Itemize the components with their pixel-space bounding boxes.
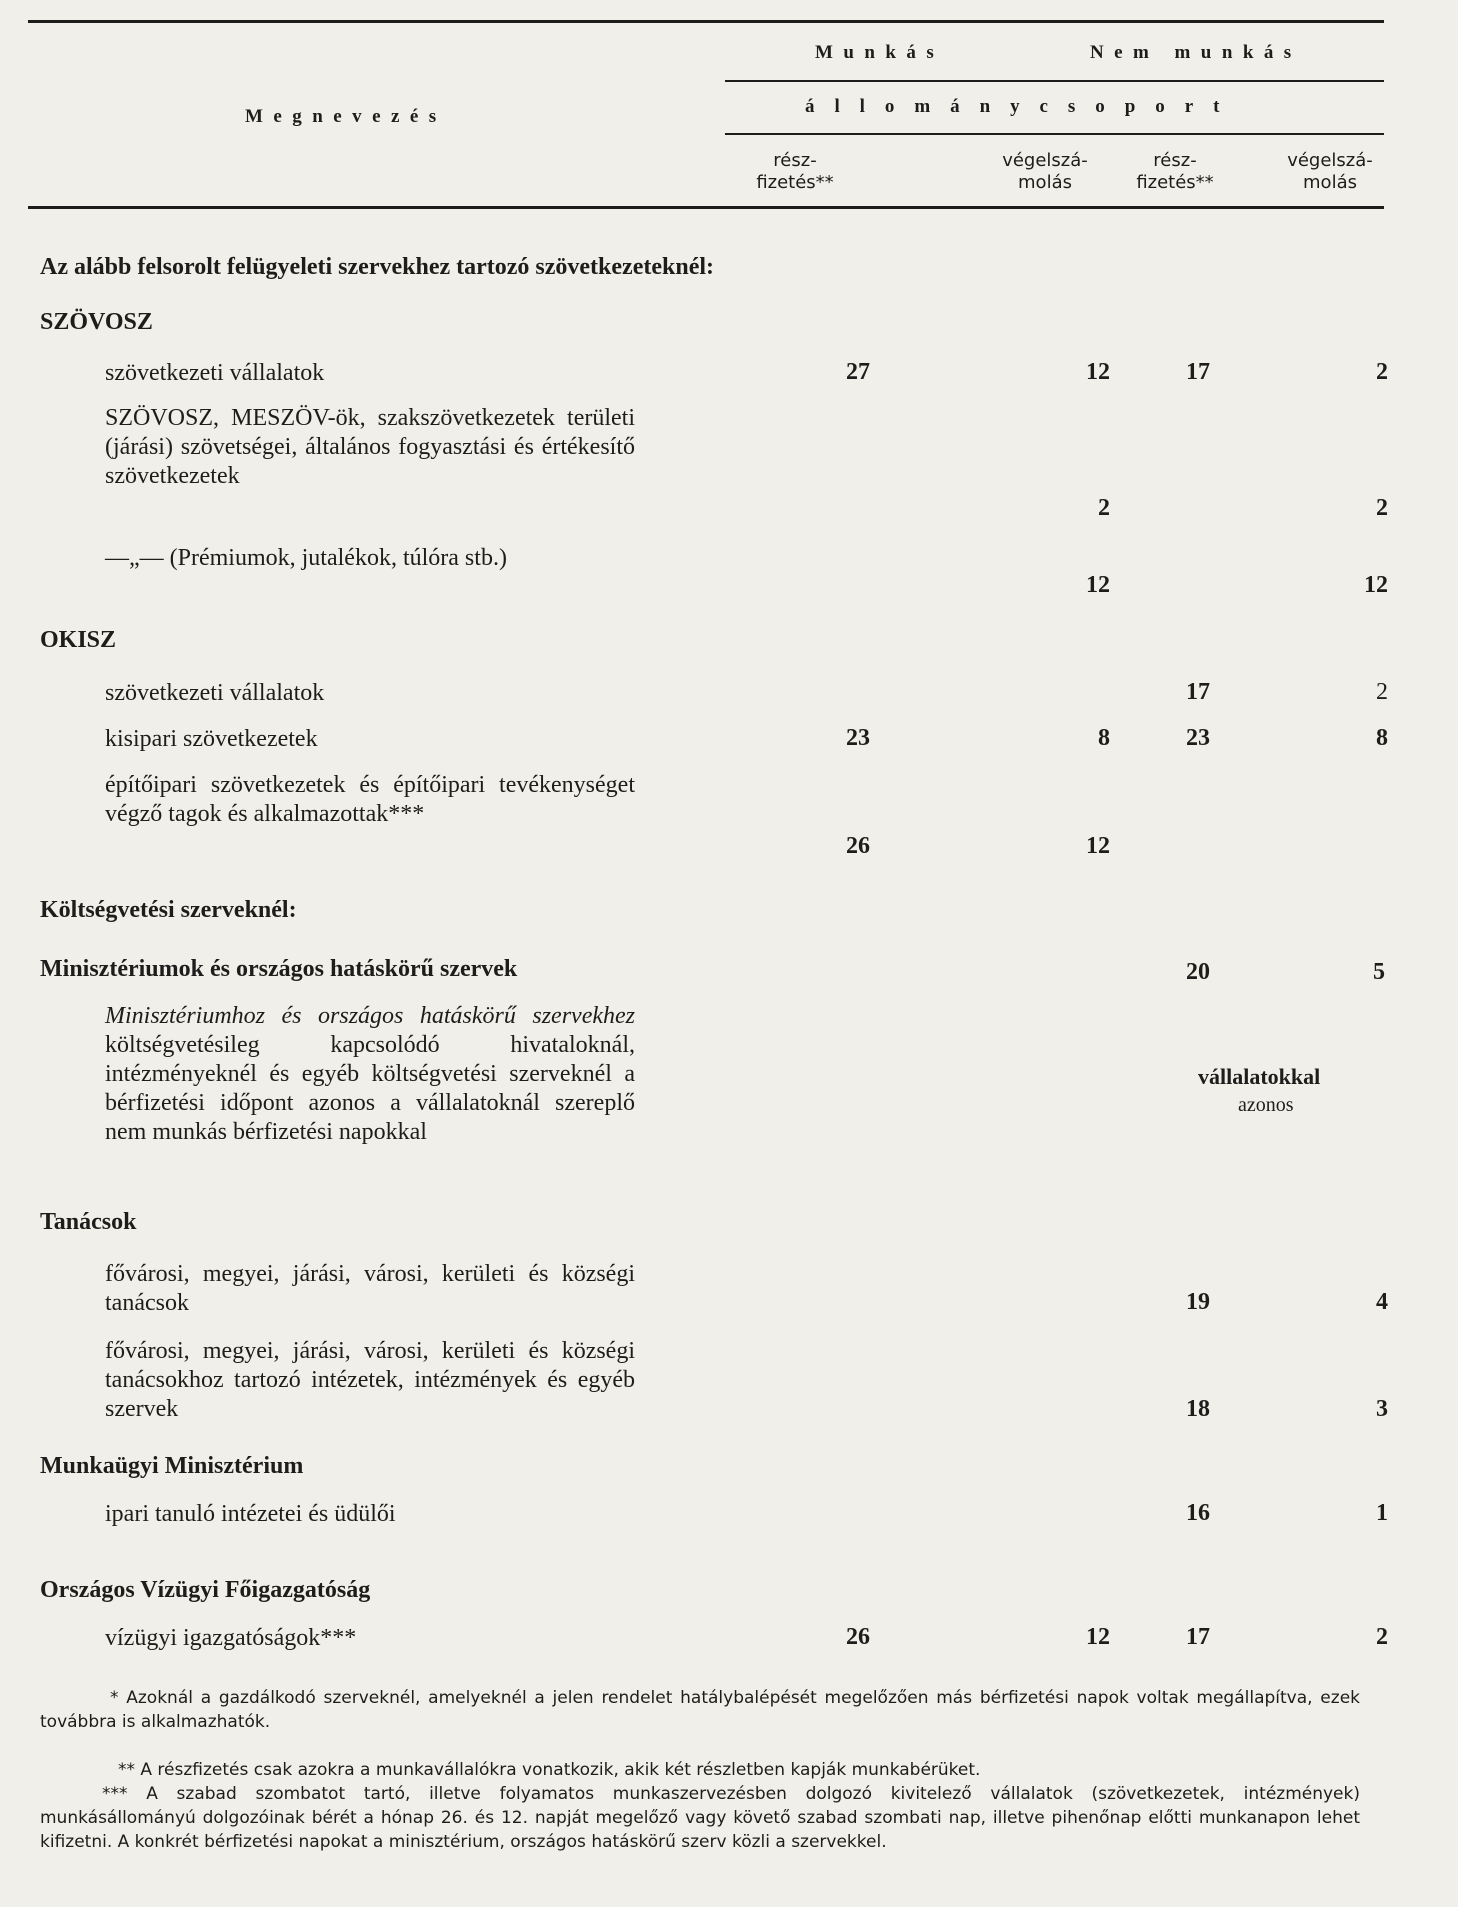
row-label: szövetkezeti vállalatok: [105, 360, 325, 386]
cell-nem-munkas-vegelszamolas: 4: [1376, 1289, 1388, 1315]
cell-munkas-vegelszamolas: 12: [1086, 1624, 1110, 1650]
row-label: kisipari szövetkezetek: [105, 726, 318, 752]
cell-munkas-reszfizetes: 27: [846, 359, 870, 385]
row-label: —„— (Prémiumok, jutalékok, túlóra stb.): [105, 545, 507, 571]
cell-munkas-vegelszamolas: 2: [1098, 495, 1110, 521]
description-rest: költségvetésileg kapcsolódó hivataloknál, intézményeknél és egyéb költségvetési szerveknél a bérfizetési időpont azonos a vállalatoknál szereplő nem munkás bérfizetési napokkal: [105, 1032, 635, 1145]
section-title-tanacsok: Tanácsok: [40, 1209, 137, 1235]
section-title-szovosz: SZÖVOSZ: [40, 309, 153, 335]
header-reszfizetes-munkas: rész- fizetés**: [756, 150, 834, 193]
note-vallalatokkal: vállalatokkal: [1198, 1064, 1321, 1089]
note-azonos: azonos: [1238, 1094, 1294, 1116]
cell-nem-munkas-vegelszamolas: 2: [1376, 359, 1388, 385]
cell-nem-munkas-reszfizetes: 17: [1186, 679, 1210, 705]
section-title-minisztériumok: Minisztériumok és országos hatáskörű szervek: [40, 956, 518, 982]
row-label: vízügyi igazgatóságok***: [105, 1625, 357, 1651]
footnote-2: ** A részfizetés csak azokra a munkavállalókra vonatkozik, akik két részletben kapják munkabérüket.: [118, 1760, 981, 1780]
section-title-okisz: OKISZ: [40, 627, 117, 653]
cell-nem-munkas-reszfizetes: 19: [1186, 1289, 1210, 1315]
cell-nem-munkas-vegelszamolas: 3: [1376, 1396, 1388, 1422]
cell-nem-munkas-reszfizetes: 20: [1186, 959, 1210, 985]
header-vegelszamolas-nem-munkas: végelszá- molás: [1287, 150, 1373, 193]
section-title-koltsegvetesi: Költségvetési szerveknél:: [40, 897, 297, 923]
row-label: fővárosi, megyei, járási, városi, kerületi és községi tanácsok: [105, 1261, 635, 1316]
header-col-name: Megnevezés: [245, 106, 447, 127]
cell-munkas-vegelszamolas: 8: [1098, 725, 1110, 751]
cell-nem-munkas-vegelszamolas: 5: [1373, 959, 1385, 985]
section-title-munkaugyi: Munkaügyi Minisztérium: [40, 1453, 304, 1479]
header-vegelszamolas-munkas: végelszá- molás: [1002, 150, 1088, 193]
cell-nem-munkas-vegelszamolas: 2: [1376, 1624, 1388, 1650]
row-label: építőipari szövetkezetek és építőipari tevékenységet végző tagok és alkalmazottak***: [105, 772, 635, 827]
cell-nem-munkas-reszfizetes: 23: [1186, 725, 1210, 751]
cell-munkas-reszfizetes: 26: [846, 1624, 870, 1650]
header-rule-1: [725, 80, 1384, 82]
cell-munkas-reszfizetes: 23: [846, 725, 870, 751]
header-reszfizetes-nem-munkas: rész- fizetés**: [1136, 150, 1214, 193]
row-label: SZÖVOSZ, MESZÖV-ök, szakszövetkezetek területi (járási) szövetségei, általános fogyasztási és értékesítő szövetkezetek: [105, 405, 635, 489]
cell-nem-munkas-reszfizetes: 17: [1186, 359, 1210, 385]
cell-munkas-vegelszamolas: 12: [1086, 833, 1110, 859]
top-rule: [28, 20, 1384, 23]
cell-nem-munkas-vegelszamolas: 1: [1376, 1500, 1388, 1526]
minisztérium-description: [105, 1002, 635, 1147]
row-label: ipari tanuló intézetei és üdülői: [105, 1501, 396, 1527]
cell-nem-munkas-vegelszamolas: 12: [1364, 572, 1388, 598]
cell-munkas-reszfizetes: 26: [846, 833, 870, 859]
cell-munkas-vegelszamolas: 12: [1086, 572, 1110, 598]
cell-nem-munkas-vegelszamolas: 2: [1376, 495, 1388, 521]
header-allomanycsoport: állománycsoport: [805, 96, 1240, 117]
cell-nem-munkas-reszfizetes: 17: [1186, 1624, 1210, 1650]
row-label: fővárosi, megyei, járási, városi, kerületi és községi tanácsokhoz tartozó intézetek, intézmények és egyéb szervek: [105, 1338, 635, 1422]
description-italic: Minisztériumhoz és országos hatáskörű szervekhez: [105, 1003, 635, 1029]
cell-nem-munkas-vegelszamolas: 8: [1376, 725, 1388, 751]
header-munkas: Munkás: [815, 42, 945, 63]
footnote-3: *** A szabad szombatot tartó, illetve folyamatos munkaszervezésben dolgozó kivitelező vállalatok (szövetkezetek, intézmények) munkásállományú dolgozóinak bérét a hónap 26. és 12. napját megelőző vagy követő szabad szombati nap, illetve pihenőnap előtti munkanapon lehet kifizetni. A konkrét bérfizetési napokat a minisztérium, országos hatáskörű szerv közli a szervekkel.: [40, 1784, 1360, 1852]
row-label: szövetkezeti vállalatok: [105, 680, 325, 706]
header-rule-2: [725, 133, 1384, 135]
intro-text: Az alább felsorolt felügyeleti szervekhez tartozó szövetkezeteknél:: [40, 254, 715, 280]
section-title-vizugyi: Országos Vízügyi Főigazgatóság: [40, 1577, 371, 1603]
cell-nem-munkas-reszfizetes: 18: [1186, 1396, 1210, 1422]
cell-nem-munkas-reszfizetes: 16: [1186, 1500, 1210, 1526]
header-bottom-rule: [28, 206, 1384, 209]
footnote-1: * Azoknál a gazdálkodó szerveknél, amelyeknél a jelen rendelet hatálybalépését megelőzően más bérfizetési napok voltak megállapítva, ezek továbbra is alkalmazhatók.: [40, 1688, 1360, 1732]
header-nem-munkas: Nem munkás: [1090, 42, 1302, 63]
cell-nem-munkas-vegelszamolas: 2: [1376, 679, 1388, 705]
cell-munkas-vegelszamolas: 12: [1086, 359, 1110, 385]
